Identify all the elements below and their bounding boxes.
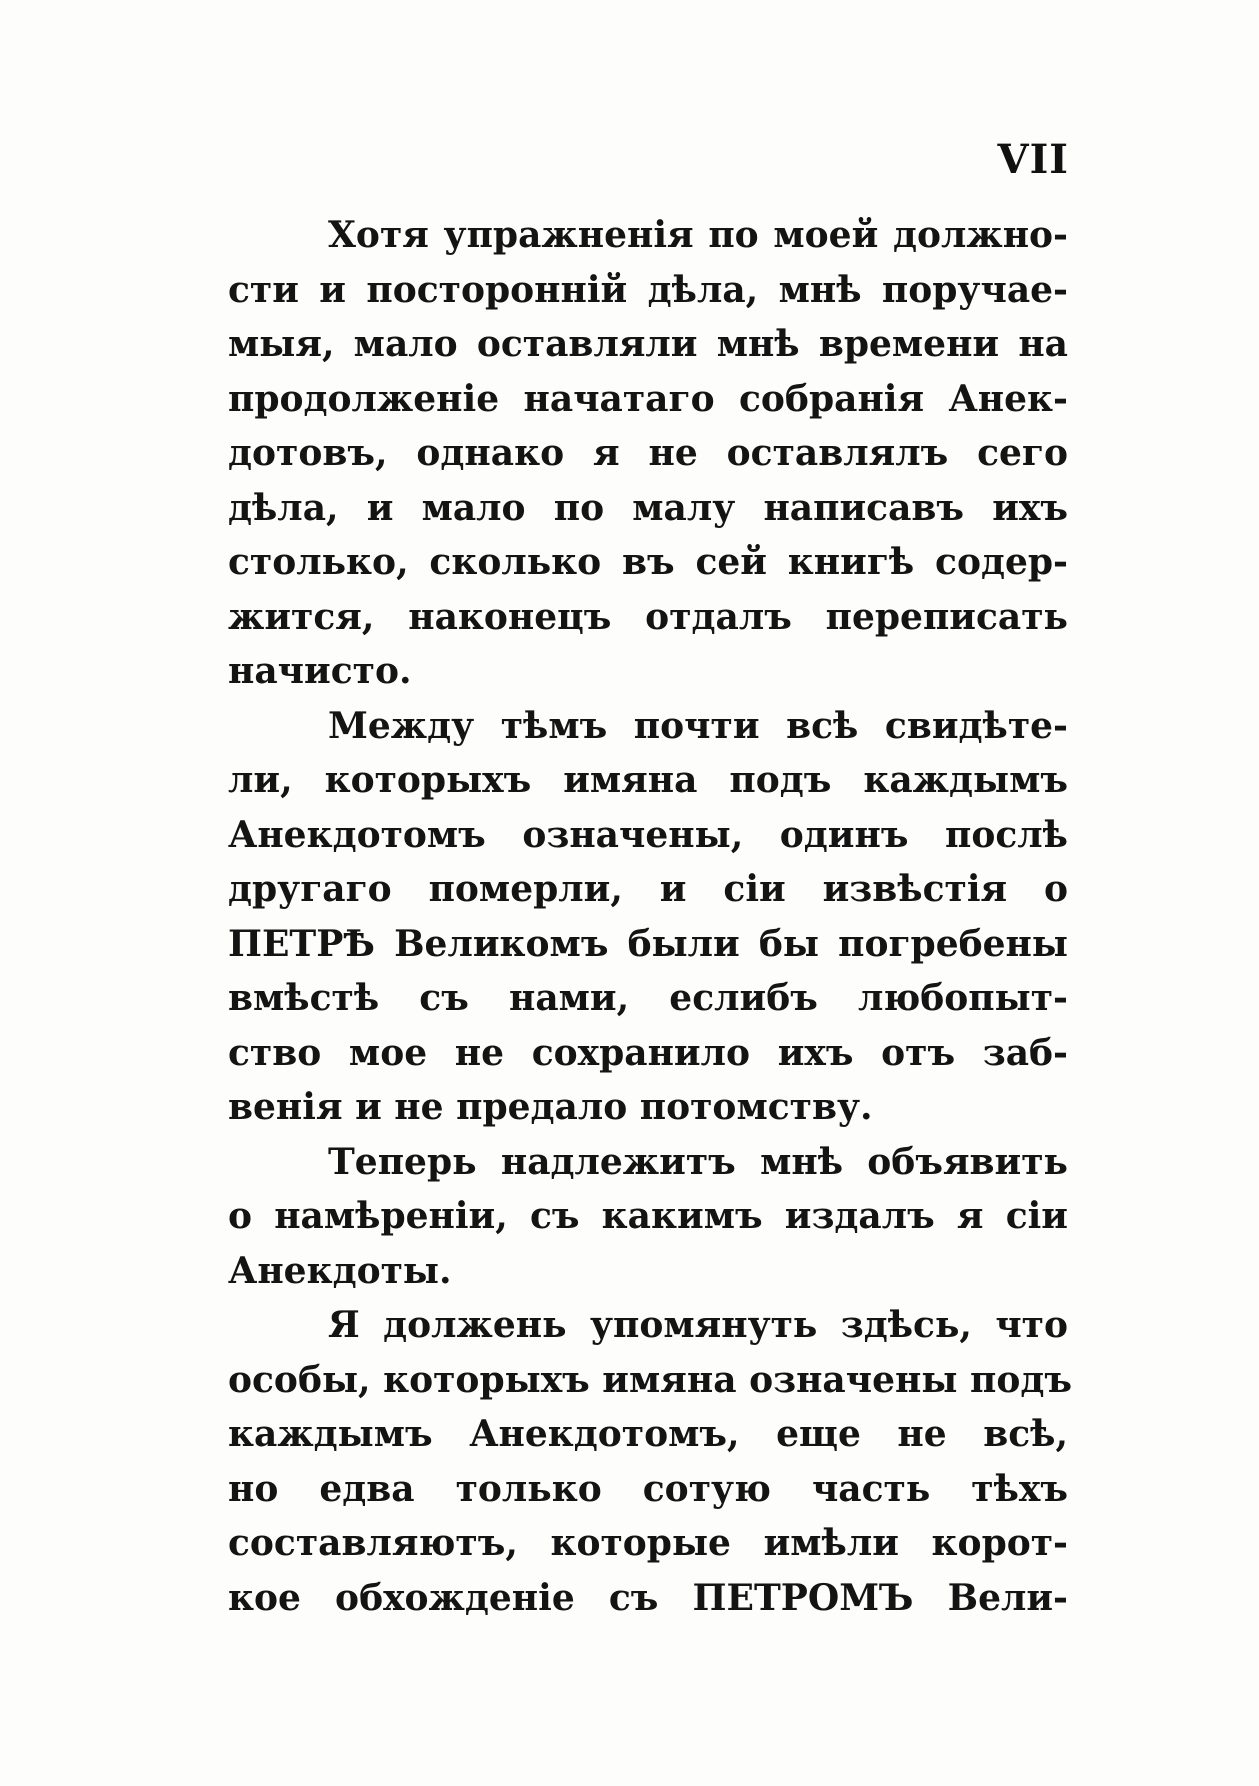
text-line: Я должень упомянуть здѣсь, что xyxy=(328,1304,1068,1346)
text-line: вмѣстѣ съ нами, еслибъ любопыт- xyxy=(228,977,1068,1019)
text-line: особы, которыхъ имяна означены подъ xyxy=(228,1358,1072,1401)
text-line: начисто. xyxy=(228,650,412,692)
text-line: ли, которыхъ имяна подъ каждымъ xyxy=(228,759,1068,801)
text-line: мыя, мало оставляли мнѣ времени на xyxy=(228,323,1068,365)
text-line: Анекдотомъ означены, одинъ послѣ xyxy=(228,813,1068,856)
text-line: составляютъ, которые имѣли корот- xyxy=(228,1522,1068,1564)
text-line: венія и не предало потомству. xyxy=(228,1086,873,1128)
paragraph-3 xyxy=(228,1135,1068,1299)
text-line: ПЕТРѢ Великомъ были бы погребены xyxy=(228,922,1068,965)
paragraph-2 xyxy=(228,699,1068,1135)
text-line: о намѣреніи, съ какимъ издалъ я сіи xyxy=(228,1195,1068,1237)
text-line: продолженіе начатаго собранія Анек- xyxy=(228,377,1068,420)
text-line: дѣла, и мало по малу написавъ ихъ xyxy=(228,486,1068,529)
text-line: другаго померли, и сіи извѣстія о xyxy=(228,868,1068,910)
paragraph-1 xyxy=(228,208,1068,699)
text-line: Анекдоты. xyxy=(228,1249,452,1292)
text-line: Хотя упражненія по моей должно- xyxy=(328,214,1068,256)
body-text xyxy=(228,208,1072,1625)
text-line: жится, наконецъ отдалъ переписать xyxy=(228,595,1068,638)
text-line: но едва только сотую часть тѣхъ xyxy=(228,1467,1068,1510)
paragraph-4 xyxy=(228,1298,1072,1625)
text-line: кое обхожденіе съ ПЕТРОМЪ Вели- xyxy=(228,1576,1068,1619)
text-line: Между тѣмъ почти всѣ свидѣте- xyxy=(328,704,1068,747)
text-line: сти и посторонній дѣла, мнѣ поручае- xyxy=(228,268,1068,311)
page-number: VII xyxy=(997,136,1069,183)
text-line: столько, сколько въ сей книгѣ содер- xyxy=(228,541,1068,583)
text-line: ство мое не сохранило ихъ отъ заб- xyxy=(228,1031,1068,1074)
text-line: каждымъ Анекдотомъ, еще не всѣ, xyxy=(228,1413,1068,1455)
text-line: дотовъ, однако я не оставлялъ сего xyxy=(228,432,1068,474)
text-line: Теперь надлежитъ мнѣ объявить xyxy=(328,1140,1068,1183)
